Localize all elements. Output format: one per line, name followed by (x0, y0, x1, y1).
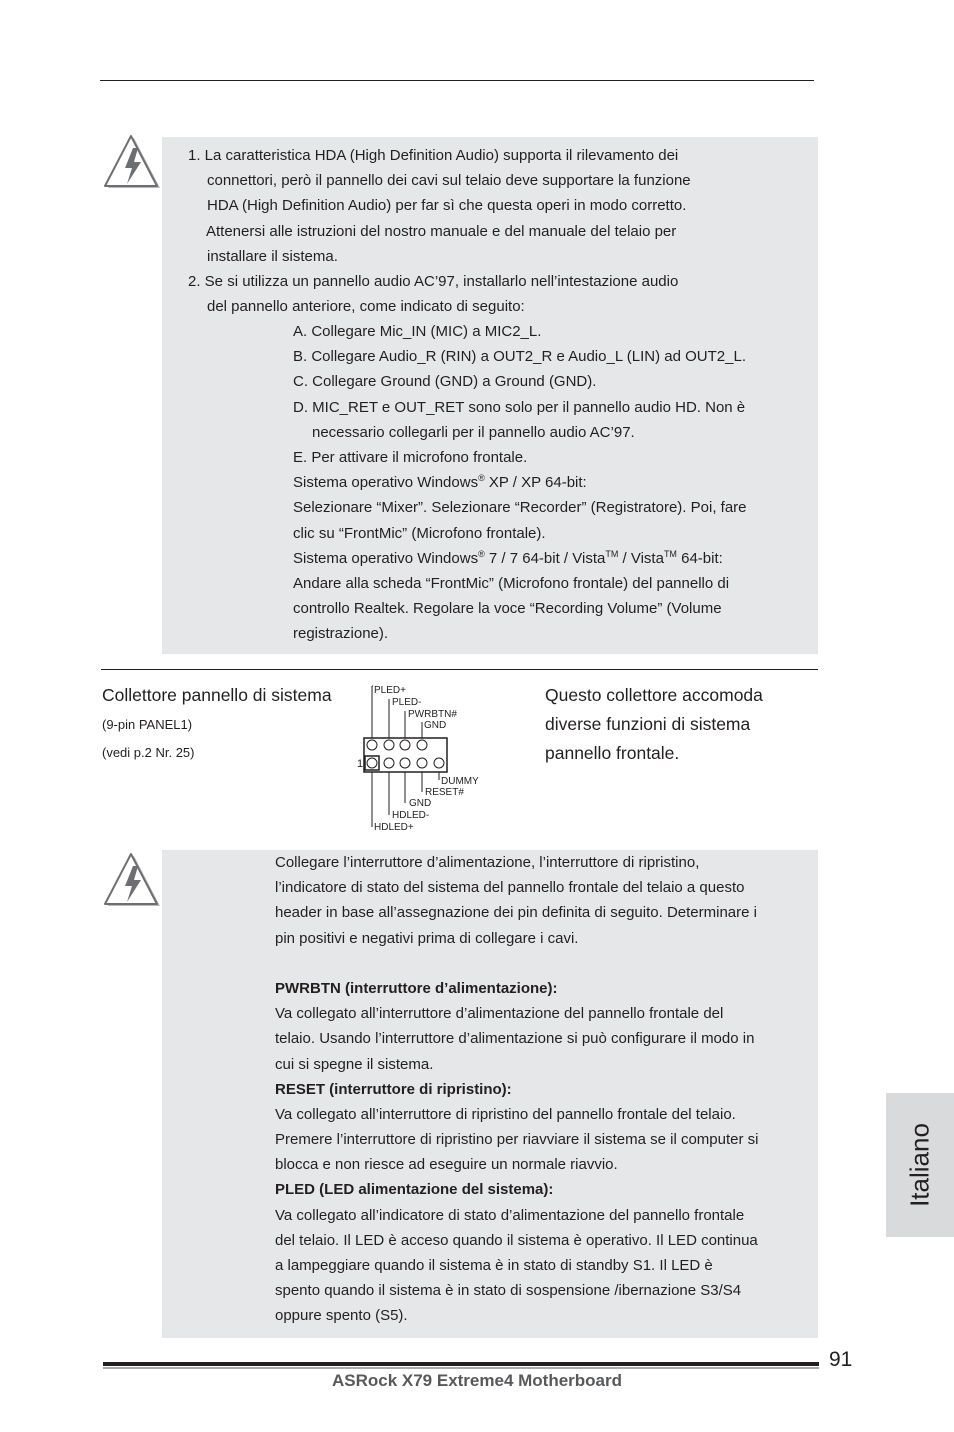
language-tab (886, 1093, 954, 1237)
page-number: 91 (829, 1348, 853, 1371)
pled-line: oppure spento (S5). (275, 1307, 408, 1325)
os-win7-line: Sistema operativo Windows® 7 / 7 64-bit / Vista™ / Vista™ 64-bit: (293, 548, 723, 567)
reset-line: Va collegato all’interruttore di ripristino del pannello frontale del telaio. (275, 1105, 736, 1123)
top-rule (100, 80, 814, 81)
warning-icon (103, 134, 163, 192)
footer-rule (103, 1362, 819, 1366)
desc-line: pannello frontale. (545, 743, 680, 763)
language-tab-label: Italiano (904, 1123, 935, 1207)
os-xp-line: Sistema operativo Windows® XP / XP 64-bit: (293, 473, 587, 492)
desc-line: Questo collettore accomoda (545, 685, 763, 705)
header-title: Collettore pannello di sistema (102, 685, 332, 705)
header-description (545, 681, 763, 768)
note-line: del pannello anteriore, come indicato di seguito: (207, 298, 525, 316)
note-line: 2. Se si utilizza un pannello audio AC’97, installarlo nell’intestazione audio (188, 272, 679, 290)
audio-steps (293, 319, 747, 646)
pin1-label: 1 (357, 758, 364, 770)
pled-line: a lampeggiare quando il sistema è in stato di standby S1. Il LED è (275, 1257, 713, 1274)
footer-title: ASRock X79 Extreme4 Motherboard (331, 1371, 623, 1390)
reset-heading: RESET (interruttore di ripristino): (275, 1080, 512, 1098)
desc-line: diverse funzioni di sistema (545, 714, 751, 734)
note-line: Attenersi alle istruzioni del nostro manuale e del manuale del telaio per (206, 222, 677, 240)
intro-line: l’indicatore di stato del sistema del pannello frontale del telaio a questo (275, 879, 745, 897)
intro-line: pin positivi e negativi prima di collegare i cavi. (275, 929, 579, 947)
win7-instruction: registrazione). (293, 625, 389, 643)
panel-note-text (275, 850, 759, 1329)
reset-line: blocca e non riesce ad eseguire un normale riavvio. (275, 1156, 618, 1174)
footer-rule-shadow (103, 1367, 819, 1369)
label-pled-plus: PLED+ (374, 685, 406, 696)
note-line: HDA (High Definition Audio) per far sì che questa operi in modo corretto. (207, 197, 687, 215)
label-gnd-bottom: GND (409, 798, 432, 809)
note-line: installare il sistema. (207, 247, 338, 265)
note-line: connettori, però il pannello dei cavi sul telaio deve supportare la funzione (207, 172, 691, 190)
pwrbtn-line: cui si spegne il sistema. (275, 1055, 434, 1073)
label-pwrbtn: PWRBTN# (408, 709, 457, 720)
win7-instruction: Andare alla scheda “FrontMic” (Microfono frontale) del pannello di (293, 574, 730, 592)
section-rule (101, 669, 818, 670)
intro-line: Collegare l’interruttore d’alimentazione, l’interruttore di ripristino, (275, 854, 700, 871)
label-dummy: DUMMY (441, 776, 479, 787)
step-line: B. Collegare Audio_R (RIN) a OUT2_R e Audio_L (LIN) ad OUT2_L. (293, 348, 746, 366)
panel-header-diagram (355, 682, 490, 834)
audio-note-text (188, 143, 691, 319)
win7-instruction: controllo Realtek. Regolare la voce “Recording Volume” (Volume (293, 600, 722, 618)
pwrbtn-line: telaio. Usando l’interruttore d’alimentazione si può configurare il modo in (275, 1030, 755, 1048)
label-pled-minus: PLED- (392, 697, 422, 708)
pwrbtn-line: Va collegato all’interruttore d’alimentazione del pannello frontale del (275, 1005, 724, 1023)
pled-line: spento quando il sistema è in stato di sospensione /ibernazione S3/S4 (275, 1282, 742, 1300)
note-line: 1. La caratteristica HDA (High Definition Audio) supporta il rilevamento dei (188, 147, 679, 164)
label-hdled-minus: HDLED- (392, 810, 430, 821)
pled-heading: PLED (LED alimentazione del sistema): (275, 1181, 554, 1199)
xp-instruction: Selezionare “Mixer”. Selezionare “Recorder” (Registratore). Poi, fare (293, 499, 747, 517)
header-pin-info: (9-pin PANEL1) (102, 717, 193, 732)
step-line: necessario collegarli per il pannello audio AC’97. (312, 423, 635, 441)
label-hdled-plus: HDLED+ (374, 822, 414, 833)
reset-line: Premere l’interruttore di ripristino per riavviare il sistema se il computer si (275, 1131, 759, 1149)
label-gnd-top: GND (424, 720, 447, 731)
pled-line: Va collegato all’indicatore di stato d’alimentazione del pannello frontale (275, 1206, 745, 1224)
step-line: E. Per attivare il microfono frontale. (293, 448, 528, 466)
warning-icon (103, 852, 163, 910)
step-line: C. Collegare Ground (GND) a Ground (GND). (293, 373, 597, 391)
label-reset: RESET# (425, 787, 464, 798)
pled-line: del telaio. Il LED è acceso quando il sistema è operativo. Il LED continua (275, 1231, 758, 1249)
header-page-ref: (vedi p.2 Nr. 25) (102, 745, 195, 760)
step-line: A. Collegare Mic_IN (MIC) a MIC2_L. (293, 323, 542, 340)
step-line: D. MIC_RET e OUT_RET sono solo per il pannello audio HD. Non è (293, 398, 746, 416)
pwrbtn-heading: PWRBTN (interruttore d’alimentazione): (275, 979, 558, 997)
xp-instruction: clic su “FrontMic” (Microfono frontale). (293, 524, 546, 542)
intro-line: header in base all’assegnazione dei pin definita di seguito. Determinare i (275, 904, 757, 922)
